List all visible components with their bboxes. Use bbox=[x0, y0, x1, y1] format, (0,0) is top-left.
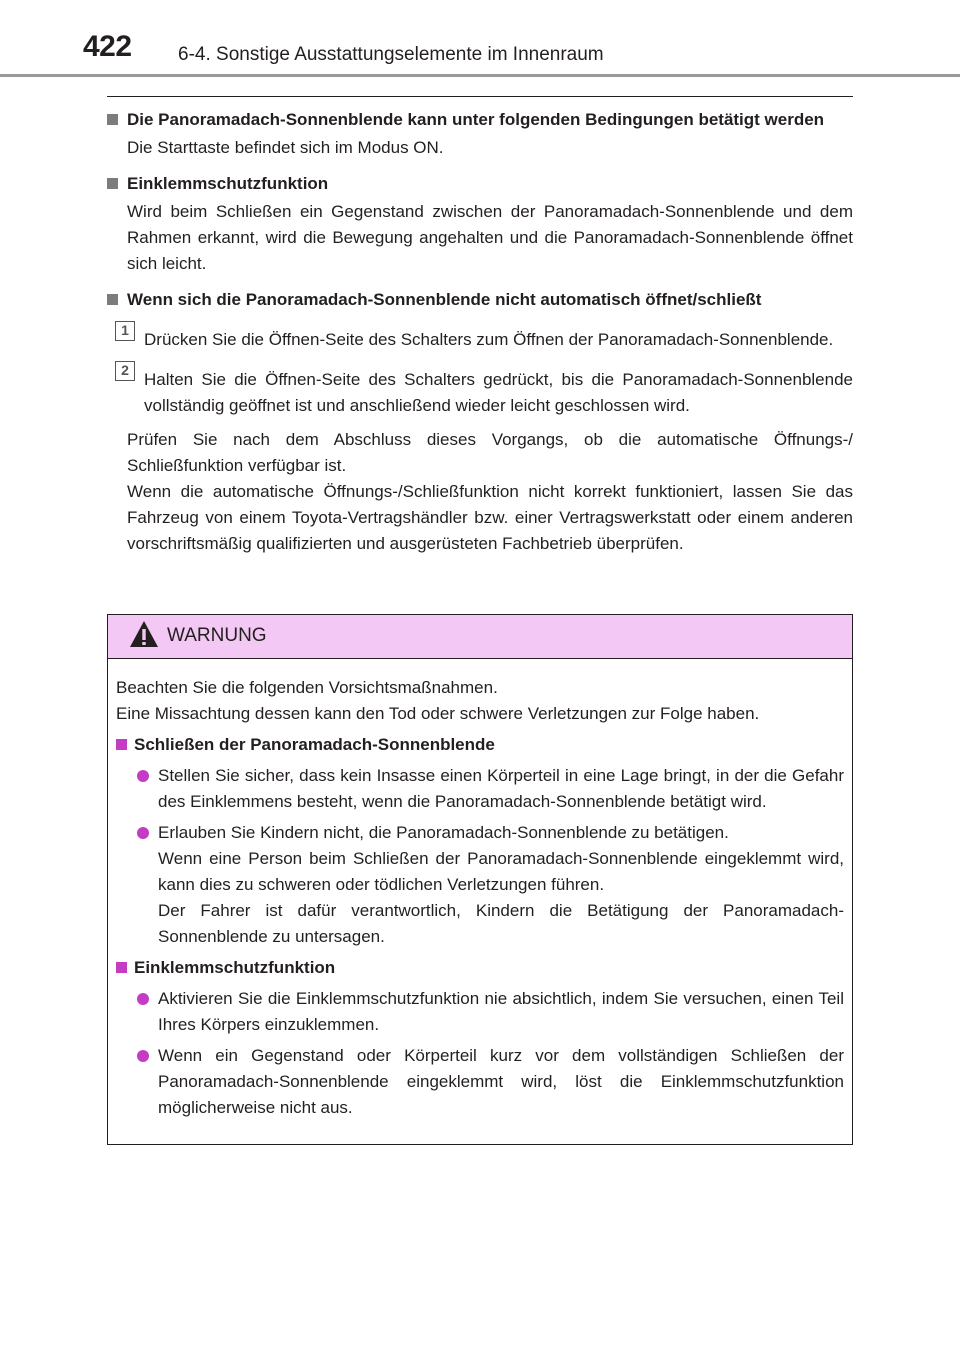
section-text: Wird beim Schließen ein Gegenstand zwischen der Panoramadach-Sonnenblende und dem Rahmen erkannt, wird die Bewegung angehalten und die Panoramadach-Sonnenblende öffnet sich leicht. bbox=[127, 202, 853, 273]
step-item bbox=[115, 359, 853, 419]
warning-bullet bbox=[137, 820, 844, 950]
warning-header bbox=[108, 615, 852, 659]
warning-group-heading bbox=[116, 955, 844, 981]
warning-bullet-line: Wenn ein Gegenstand oder Körperteil kurz vor dem vollständigen Schließen der Panoramadach-Sonnenblende eingeklemmt wird, löst die Einklemmschutzfunktion möglicherweise nicht aus. bbox=[158, 1046, 844, 1117]
step-number-badge: 1 bbox=[115, 321, 135, 341]
section-heading-text: Einklemmschutzfunktion bbox=[127, 174, 329, 193]
square-bullet-icon bbox=[107, 294, 118, 305]
square-bullet-icon bbox=[107, 114, 118, 125]
chapter-title: 6-4. Sonstige Ausstattungselemente im Innenraum bbox=[178, 44, 604, 65]
warning-bullet bbox=[137, 1043, 844, 1121]
warning-bullet-text bbox=[158, 820, 844, 950]
warning-group-heading bbox=[116, 732, 844, 758]
section-jam-protection bbox=[107, 171, 853, 277]
page-header bbox=[0, 0, 960, 78]
square-bullet-icon bbox=[116, 962, 127, 973]
warning-intro: Eine Missachtung dessen kann den Tod oder schwere Verletzungen zur Folge haben. bbox=[116, 704, 760, 723]
warning-bullet bbox=[137, 986, 844, 1038]
warning-body bbox=[108, 659, 852, 1121]
square-bullet-icon bbox=[116, 739, 127, 750]
warning-bullet-text bbox=[158, 986, 844, 1038]
warning-bullet-text bbox=[158, 763, 844, 815]
section-auto-failure bbox=[107, 287, 853, 557]
section-heading-text: Die Panoramadach-Sonnenblende kann unter folgenden Bedingungen betätigt werden bbox=[127, 110, 825, 129]
section-heading-text: Wenn sich die Panoramadach-Sonnenblende nicht automatisch öffnet/schließt bbox=[127, 290, 762, 309]
step-text: Drücken Sie die Öffnen-Seite des Schalters zum Öffnen der Panoramadach-Sonnenblende. bbox=[144, 330, 834, 349]
section-heading bbox=[107, 287, 853, 313]
warning-bullet-line: Stellen Sie sicher, dass kein Insasse einen Körperteil in eine Lage bringt, in der die Gefahr des Einklemmens besteht, wenn die Panoramadach-Sonnenblende betätigt wird. bbox=[158, 766, 844, 811]
section-heading bbox=[107, 107, 853, 133]
page-number: 422 bbox=[83, 30, 132, 63]
warning-intro: Beachten Sie die folgenden Vorsichtsmaßnahmen. bbox=[116, 678, 498, 697]
section-text: Wenn die automatische Öffnungs-/Schließfunktion nicht korrekt funktioniert, lassen Sie das Fahrzeug von einem Toyota-Vertragshändler bzw. einer Vertragswerkstatt oder einem anderen vorschriftsmäßig qualifizierten und ausgerüsteten Fachbetrieb überprüfen. bbox=[127, 482, 853, 553]
section-heading bbox=[107, 171, 853, 197]
warning-box bbox=[107, 614, 853, 1145]
section-text: Prüfen Sie nach dem Abschluss dieses Vorgangs, ob die automatische Öffnungs-/ Schließfunktion verfügbar ist. bbox=[127, 430, 853, 475]
circle-bullet-icon bbox=[137, 1050, 149, 1062]
section-operating-conditions bbox=[107, 107, 853, 161]
warning-bullet-line: Aktivieren Sie die Einklemmschutzfunktion nie absichtlich, indem Sie versuchen, einen Teil Ihres Körpers einzuklemmen. bbox=[158, 989, 844, 1034]
warning-bullet-line: Wenn eine Person beim Schließen der Panoramadach-Sonnenblende eingeklemmt wird, kann dies zu schweren oder tödlichen Verletzungen führen. bbox=[158, 849, 844, 894]
circle-bullet-icon bbox=[137, 827, 149, 839]
warning-bullet bbox=[137, 763, 844, 815]
content-divider bbox=[107, 96, 853, 97]
square-bullet-icon bbox=[107, 178, 118, 189]
warning-triangle-icon bbox=[129, 620, 159, 648]
header-divider bbox=[0, 74, 960, 77]
warning-bullet-text bbox=[158, 1043, 844, 1121]
warning-bullet-line: Der Fahrer ist dafür verantwortlich, Kindern die Betätigung der Panoramadach-Sonnenblende zu untersagen. bbox=[158, 901, 844, 946]
warning-label: WARNUNG bbox=[167, 625, 267, 646]
circle-bullet-icon bbox=[137, 770, 149, 782]
warning-group-heading-text: Schließen der Panoramadach-Sonnenblende bbox=[134, 735, 495, 754]
circle-bullet-icon bbox=[137, 993, 149, 1005]
warning-bullet-line: Erlauben Sie Kindern nicht, die Panoramadach-Sonnenblende zu betätigen. bbox=[158, 823, 729, 842]
step-number-badge: 2 bbox=[115, 361, 135, 381]
warning-group-heading-text: Einklemmschutzfunktion bbox=[134, 958, 336, 977]
step-item bbox=[115, 319, 853, 353]
section-text: Die Starttaste befindet sich im Modus ON. bbox=[127, 138, 444, 157]
step-text: Halten Sie die Öffnen-Seite des Schalters gedrückt, bis die Panoramadach-Sonnenblende vollständig geöffnet ist und anschließend wieder leicht geschlossen wird. bbox=[144, 370, 853, 415]
main-content bbox=[107, 107, 853, 567]
